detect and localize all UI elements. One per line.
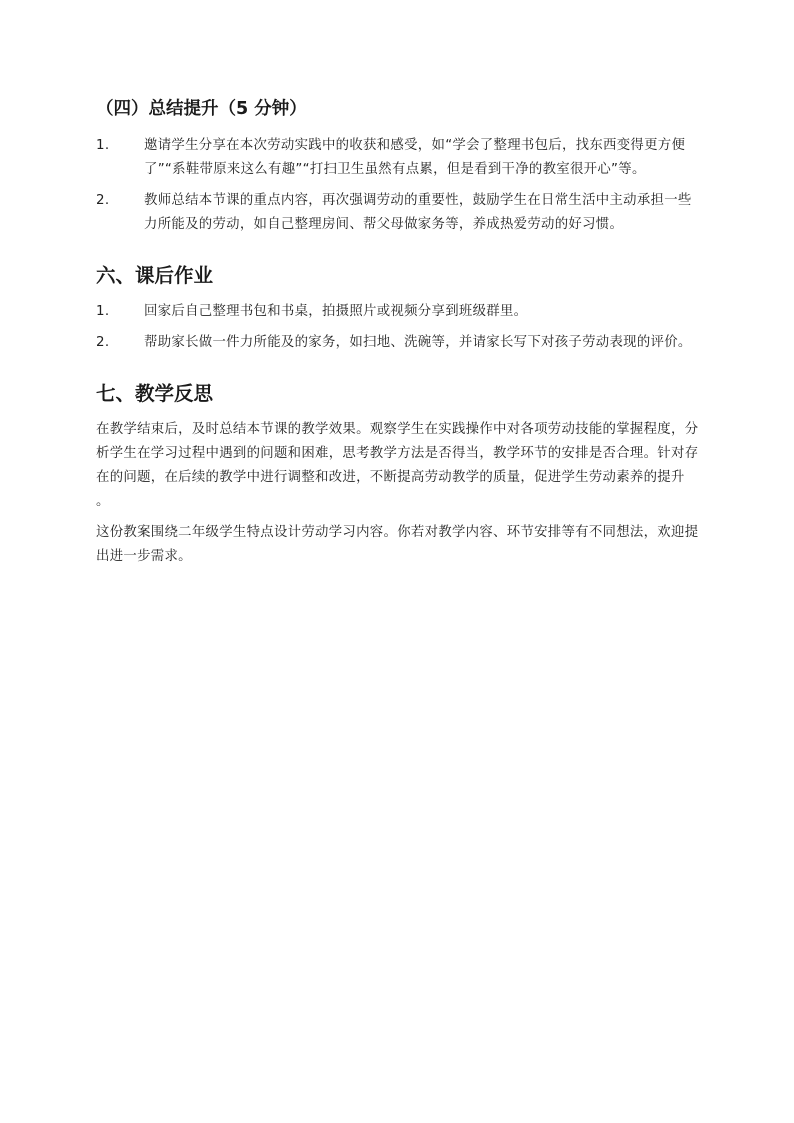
summary-list — [96, 134, 702, 237]
list-item-number: 2. — [96, 335, 110, 350]
closing-note: 这份教案围绕二年级学生特点设计劳动学习内容。你若对教学内容、环节安排等有不同想法，欢迎提出进一步需求。 — [96, 525, 699, 564]
list-item-number: 1. — [96, 304, 110, 319]
list-item-text: 邀请学生分享在本次劳动实践中的收获和感受，如“学会了整理书包后，找东西变得更方便了”“系鞋带原来这么有趣”“打扫卫生虽然有点累，但是看到干净的教室很开心”等。 — [144, 138, 686, 177]
list-item-text: 回家后自己整理书包和书桌，拍摄照片或视频分享到班级群里。 — [144, 304, 528, 319]
homework-list — [96, 300, 702, 355]
reflection-section-title: 七、教学反思 — [96, 382, 214, 405]
reflection-paragraph: 在教学结束后，及时总结本节课的教学效果。观察学生在实践操作中对各项劳动技能的掌握程度，分析学生在学习过程中遇到的问题和困难，思考教学方法是否得当，教学环节的安排是否合理。针对存在的问题，在后续的教学中进行调整和改进，不断提高劳动教学的质量，促进学生劳动素养的提升 。 — [96, 422, 699, 509]
list-item — [96, 134, 702, 182]
list-item — [96, 189, 702, 237]
summary-section-title: （四）总结提升（5 分钟） — [96, 99, 307, 119]
list-item-number: 1. — [96, 138, 110, 153]
list-item — [96, 300, 702, 324]
list-item — [96, 331, 702, 355]
list-item-text: 帮助家长做一件力所能及的家务，如扫地、洗碗等，并请家长写下对孩子劳动表现的评价。 — [144, 335, 692, 350]
list-item-text: 教师总结本节课的重点内容，再次强调劳动的重要性，鼓励学生在日常生活中主动承担一些力所能及的劳动，如自己整理房间、帮父母做家务等，养成热爱劳动的好习惯。 — [144, 193, 692, 232]
list-item-number: 2. — [96, 193, 110, 208]
homework-section-title: 六、课后作业 — [96, 264, 214, 287]
document-page — [96, 92, 702, 576]
